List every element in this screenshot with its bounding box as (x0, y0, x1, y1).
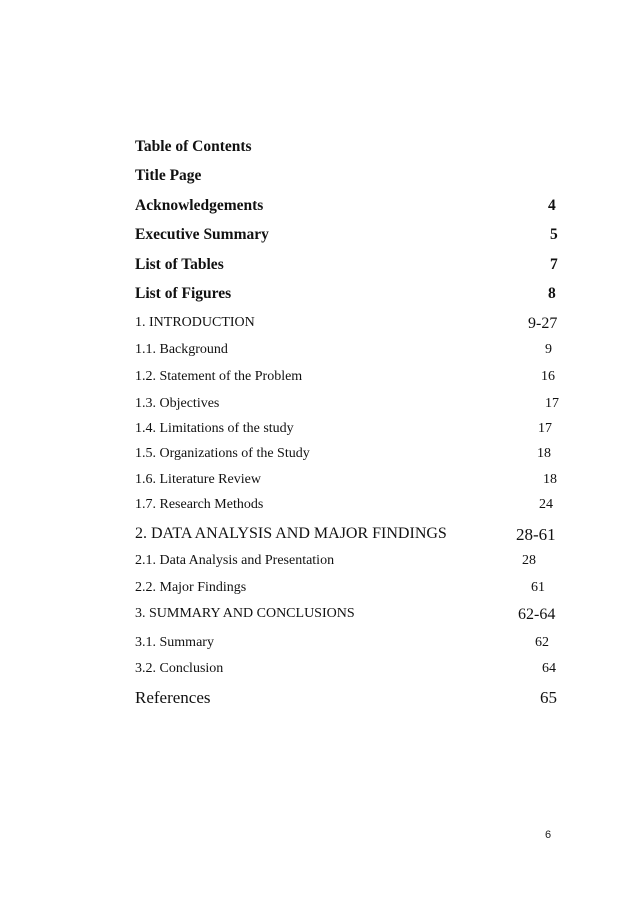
toc-entry-label: List of Figures (135, 285, 232, 302)
toc-entry-label: 3.1. Summary (135, 635, 214, 650)
toc-entry (135, 580, 560, 602)
toc-entry-page: 18 (543, 472, 557, 487)
toc-entry-page: 65 (540, 688, 557, 707)
toc-entry (135, 472, 560, 494)
toc-entry-label: Acknowledgements (135, 197, 264, 214)
toc-entry-label: References (135, 688, 211, 707)
toc-entry-page: 8 (548, 285, 556, 302)
toc-entry (135, 606, 560, 628)
toc-entry-label: 2.1. Data Analysis and Presentation (135, 553, 335, 568)
toc-entry-page: 28 (522, 553, 536, 568)
toc-entry-label: 1.6. Literature Review (135, 472, 261, 487)
toc-entry-label: 3.2. Conclusion (135, 661, 224, 676)
toc-entry-page: 61 (531, 580, 545, 595)
toc-entry-label: 2.2. Major Findings (135, 580, 247, 595)
toc-entry (135, 661, 560, 683)
toc-entry-page: 17 (538, 421, 552, 436)
toc-entry (135, 342, 560, 364)
toc-entry (135, 285, 560, 307)
toc-entry-label: 1.3. Objectives (135, 396, 220, 411)
page-number: 6 (545, 829, 552, 841)
toc-title-page-text: Title Page (135, 167, 202, 184)
toc-entry-label: 3. SUMMARY AND CONCLUSIONS (135, 606, 355, 621)
toc-entry-label: 1.1. Background (135, 342, 228, 357)
toc-entry (135, 688, 560, 710)
toc-entry (135, 553, 560, 575)
toc-entry-page: 9 (545, 342, 552, 357)
toc-entry-page: 5 (550, 226, 558, 243)
toc-entry-page: 24 (539, 497, 553, 512)
toc-entry-label: List of Tables (135, 256, 224, 273)
toc-entry-page: 62-64 (518, 606, 556, 623)
toc-entry-page: 28-61 (516, 525, 556, 544)
toc-entry-page: 4 (548, 197, 556, 214)
toc-entry (135, 421, 560, 443)
toc-entry-page: 9-27 (528, 315, 558, 332)
toc-entry-page: 17 (545, 396, 559, 411)
toc-entry-page: 16 (541, 369, 555, 384)
toc-entry (135, 315, 560, 337)
toc-entry-label: 1. INTRODUCTION (135, 315, 255, 330)
toc-title-page (135, 167, 560, 189)
toc-entry (135, 369, 560, 391)
toc-entry-label: 1.7. Research Methods (135, 497, 264, 512)
toc-entry (135, 525, 560, 547)
toc-entry-label: 2. DATA ANALYSIS AND MAJOR FINDINGS (135, 525, 447, 542)
toc-entry-page: 64 (542, 661, 556, 676)
toc-entry-label: 1.2. Statement of the Problem (135, 369, 303, 384)
toc-entry-label: 1.5. Organizations of the Study (135, 446, 310, 461)
toc-entry (135, 635, 560, 657)
toc-entry-page: 62 (535, 635, 549, 650)
toc-entry-page: 18 (537, 446, 551, 461)
toc-entry (135, 396, 560, 418)
toc-entry-page: 7 (550, 256, 558, 273)
toc-entry (135, 226, 560, 248)
toc-heading-text: Table of Contents (135, 138, 252, 155)
toc-entry (135, 197, 560, 219)
toc-entry (135, 256, 560, 278)
toc-entry-label: Executive Summary (135, 226, 269, 243)
toc-entry (135, 497, 560, 519)
toc-heading (135, 138, 560, 160)
toc-entry (135, 446, 560, 468)
toc-entry-label: 1.4. Limitations of the study (135, 421, 294, 436)
